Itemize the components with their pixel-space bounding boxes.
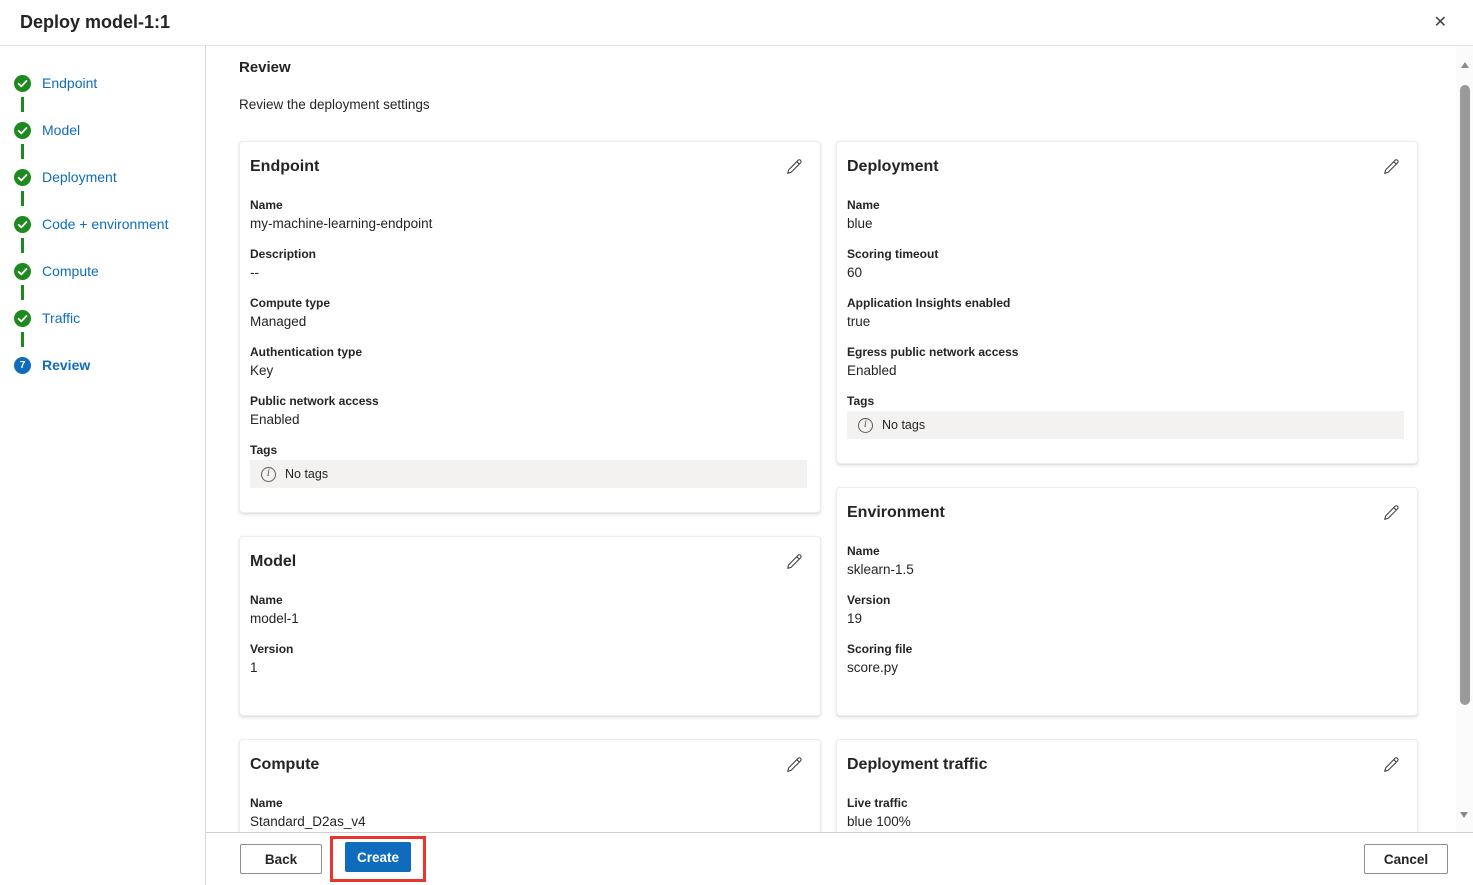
field-value: blue: [847, 216, 873, 231]
back-button[interactable]: Back: [240, 844, 322, 874]
field: [847, 544, 1404, 579]
card-title: Model: [250, 553, 297, 570]
field-label: Scoring timeout: [847, 247, 939, 261]
step-label: Deployment: [42, 169, 117, 185]
field-value: model-1: [250, 611, 299, 626]
environment-card: [836, 487, 1418, 716]
page-title: Review: [239, 59, 291, 76]
step-complete-icon: [14, 263, 31, 280]
field-label: Compute type: [250, 296, 331, 310]
scrollbar[interactable]: [1456, 46, 1473, 832]
step-label: Compute: [42, 263, 99, 279]
field-value: Key: [250, 363, 274, 378]
step-complete-icon: [14, 310, 31, 327]
field-value: Managed: [250, 314, 307, 329]
card-title: Deployment: [847, 158, 939, 175]
step-compute[interactable]: [14, 263, 205, 310]
step-code-environment[interactable]: [14, 216, 205, 263]
create-button[interactable]: Create: [345, 842, 411, 872]
dialog-title: Deploy model-1:1: [20, 12, 171, 32]
card-title: Endpoint: [250, 158, 320, 175]
edit-pencil-icon[interactable]: [1381, 754, 1403, 779]
close-icon[interactable]: ✕: [1430, 11, 1451, 35]
left-column: [239, 141, 821, 832]
model-card: [239, 536, 821, 716]
scroll-down-icon[interactable]: [1460, 812, 1468, 818]
field: [250, 642, 807, 677]
scrollbar-thumb[interactable]: [1460, 85, 1470, 705]
field: [250, 796, 807, 831]
dialog-footer: [206, 832, 1473, 885]
step-complete-icon: [14, 75, 31, 92]
field-value: Enabled: [250, 412, 300, 427]
no-tags-text: No tags: [882, 418, 926, 432]
field-label: Name: [847, 198, 880, 212]
edit-pencil-icon[interactable]: [1381, 502, 1403, 527]
field-value: 60: [847, 265, 863, 280]
field-label: Name: [847, 544, 880, 558]
field-value: Enabled: [847, 363, 897, 378]
step-deployment[interactable]: [14, 169, 205, 216]
step-current-icon: 7: [14, 357, 31, 374]
field: [250, 394, 807, 429]
field-value: my-machine-learning-endpoint: [250, 216, 433, 231]
step-label: Endpoint: [42, 75, 98, 91]
step-model[interactable]: [14, 122, 205, 169]
field-label: Scoring file: [847, 642, 913, 656]
right-column: [836, 141, 1418, 832]
create-button-highlight: [330, 836, 426, 882]
edit-pencil-icon[interactable]: [784, 551, 806, 576]
field-label: Egress public network access: [847, 345, 1019, 359]
edit-pencil-icon[interactable]: [784, 754, 806, 779]
page-subtitle: Review the deployment settings: [239, 97, 430, 112]
endpoint-card: [239, 141, 821, 513]
step-endpoint[interactable]: [14, 75, 205, 122]
cancel-button[interactable]: Cancel: [1364, 844, 1448, 874]
edit-pencil-icon[interactable]: [784, 156, 806, 181]
dialog-body: [0, 46, 1473, 885]
step-label: Traffic: [42, 310, 81, 326]
dialog-header: [0, 0, 1473, 46]
step-traffic[interactable]: [14, 310, 205, 357]
step-review[interactable]: [14, 357, 205, 404]
summary-cards: [239, 141, 1418, 832]
field-label: Name: [250, 796, 283, 810]
field: [250, 345, 807, 380]
field-value: true: [847, 314, 871, 329]
card-title: Environment: [847, 504, 945, 521]
field-label: Name: [250, 198, 283, 212]
card-title: Compute: [250, 756, 320, 773]
field: [847, 345, 1404, 380]
field: [847, 247, 1404, 282]
scroll-up-icon[interactable]: [1461, 62, 1469, 68]
deployment-traffic-card: [836, 739, 1418, 832]
field-value: 19: [847, 611, 863, 626]
compute-card: [239, 739, 821, 832]
field-value: Standard_D2as_v4: [250, 814, 366, 829]
field: [250, 198, 807, 233]
field: [250, 247, 807, 282]
no-tags-box: [847, 411, 1404, 439]
tags-label: Tags: [250, 443, 278, 457]
deployment-card: [836, 141, 1418, 464]
field: [847, 796, 1404, 831]
field-label: Description: [250, 247, 317, 261]
card-title: Deployment traffic: [847, 756, 988, 773]
field-value: sklearn-1.5: [847, 562, 914, 577]
field-label: Version: [250, 642, 294, 656]
info-icon: i: [858, 418, 873, 433]
field: [250, 296, 807, 331]
step-label: Code + environment: [42, 216, 169, 232]
tags-label: Tags: [847, 394, 875, 408]
field-value: 1: [250, 660, 258, 675]
field-value: --: [250, 265, 259, 280]
edit-pencil-icon[interactable]: [1381, 156, 1403, 181]
field-label: Public network access: [250, 394, 379, 408]
step-label: Model: [42, 122, 81, 138]
field: [847, 198, 1404, 233]
step-label: Review: [42, 357, 91, 373]
field: [250, 593, 807, 628]
no-tags-box: [250, 460, 807, 488]
step-complete-icon: [14, 169, 31, 186]
field-value: score.py: [847, 660, 899, 675]
field-label: Name: [250, 593, 283, 607]
field-label: Application Insights enabled: [847, 296, 1011, 310]
field-label: Authentication type: [250, 345, 363, 359]
info-icon: i: [261, 467, 276, 482]
step-complete-icon: [14, 216, 31, 233]
no-tags-text: No tags: [285, 467, 329, 481]
field-label: Live traffic: [847, 796, 908, 810]
field: [847, 642, 1404, 677]
field-label: Version: [847, 593, 891, 607]
step-complete-icon: [14, 122, 31, 139]
wizard-stepper: [0, 46, 206, 885]
field: [847, 593, 1404, 628]
field: [847, 296, 1404, 331]
main-panel: [206, 46, 1473, 885]
review-content: [206, 46, 1473, 832]
field-value: blue 100%: [847, 814, 911, 829]
